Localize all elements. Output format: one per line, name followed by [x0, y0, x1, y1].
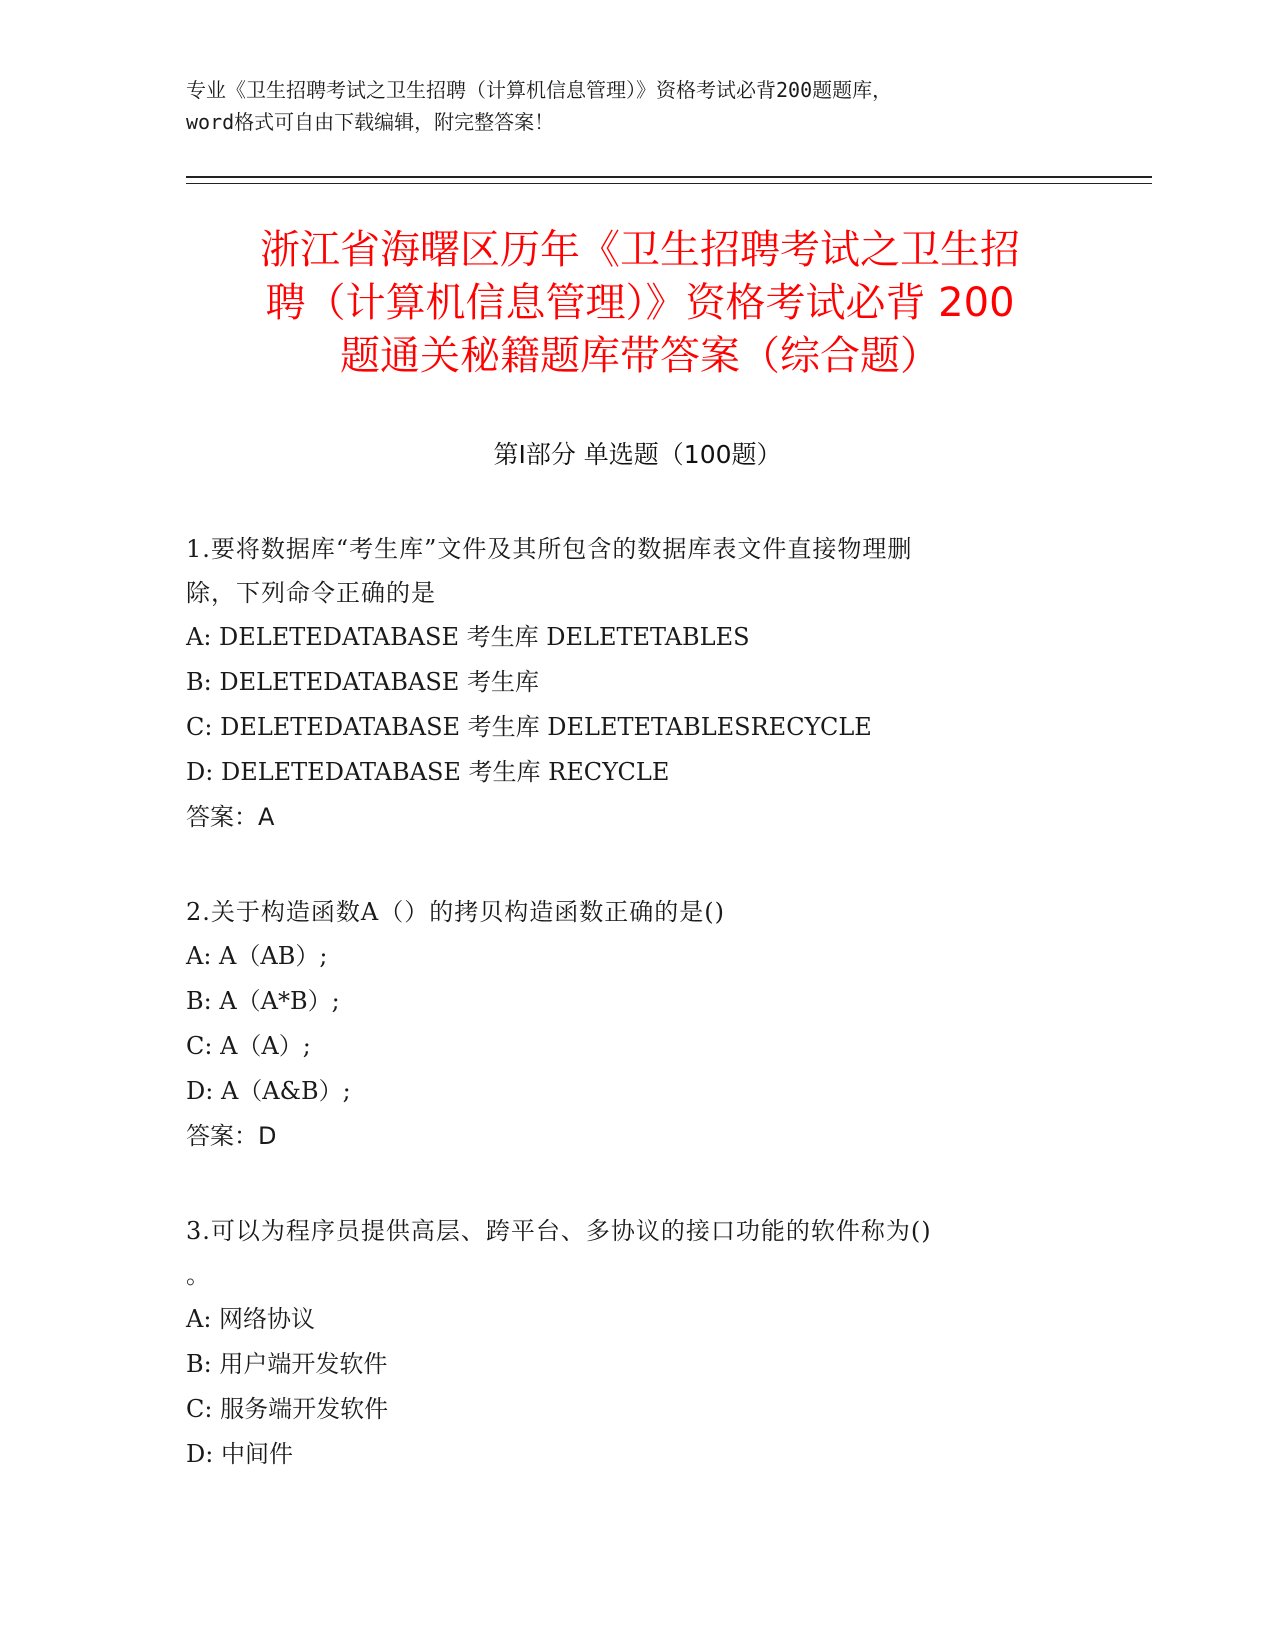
option-d: D: DELETEDATABASE 考生库 RECYCLE: [186, 758, 670, 786]
option-d: D: 中间件: [186, 1440, 293, 1468]
header-divider-thin: [186, 183, 1152, 184]
document-title-line-3: 题通关秘籍题库带答案（综合题）: [340, 333, 940, 379]
option-a: A: A（AB）;: [186, 942, 328, 970]
question-stem-line: 1.要将数据库“考生库”文件及其所包含的数据库表文件直接物理删: [186, 535, 913, 563]
question-stem-line: 2.关于构造函数A（）的拷贝构造函数正确的是(): [186, 898, 725, 926]
section-title: 第Ⅰ部分 单选题（100题）: [493, 440, 782, 469]
question-stem-line: 除，下列命令正确的是: [186, 579, 436, 607]
option-b: B: DELETEDATABASE 考生库: [186, 668, 539, 696]
option-c: C: A（A）;: [186, 1032, 311, 1060]
option-d: D: A（A&B）;: [186, 1077, 351, 1105]
option-a: A: 网络协议: [186, 1305, 316, 1333]
document-title-line-2: 聘（计算机信息管理）》资格考试必背 200: [265, 280, 1015, 326]
document-title-line-1: 浙江省海曙区历年《卫生招聘考试之卫生招: [260, 227, 1020, 273]
option-c: C: 服务端开发软件: [186, 1395, 389, 1423]
question-3: [186, 1209, 1066, 1477]
answer-label: 答案：A: [186, 803, 275, 831]
header-note: [186, 74, 1086, 138]
option-b: B: 用户端开发软件: [186, 1350, 388, 1378]
header-note-line-2: word格式可自由下载编辑，附完整答案！: [186, 110, 555, 134]
question-2: [186, 890, 1066, 1159]
header-note-line-1: 专业《卫生招聘考试之卫生招聘（计算机信息管理）》资格考试必背200题题库，: [186, 78, 893, 102]
header-divider-thick: [186, 176, 1152, 178]
option-b: B: A（A*B）;: [186, 987, 340, 1015]
question-stem-line: 。: [186, 1261, 211, 1289]
question-stem-line: 3.可以为程序员提供高层、跨平台、多协议的接口功能的软件称为(): [186, 1217, 932, 1245]
option-a: A: DELETEDATABASE 考生库 DELETETABLES: [186, 623, 750, 651]
document-title: [160, 224, 1120, 383]
answer-label: 答案：D: [186, 1122, 277, 1150]
option-c: C: DELETEDATABASE 考生库 DELETETABLESRECYCLE: [186, 713, 872, 741]
question-1: [186, 527, 1066, 840]
